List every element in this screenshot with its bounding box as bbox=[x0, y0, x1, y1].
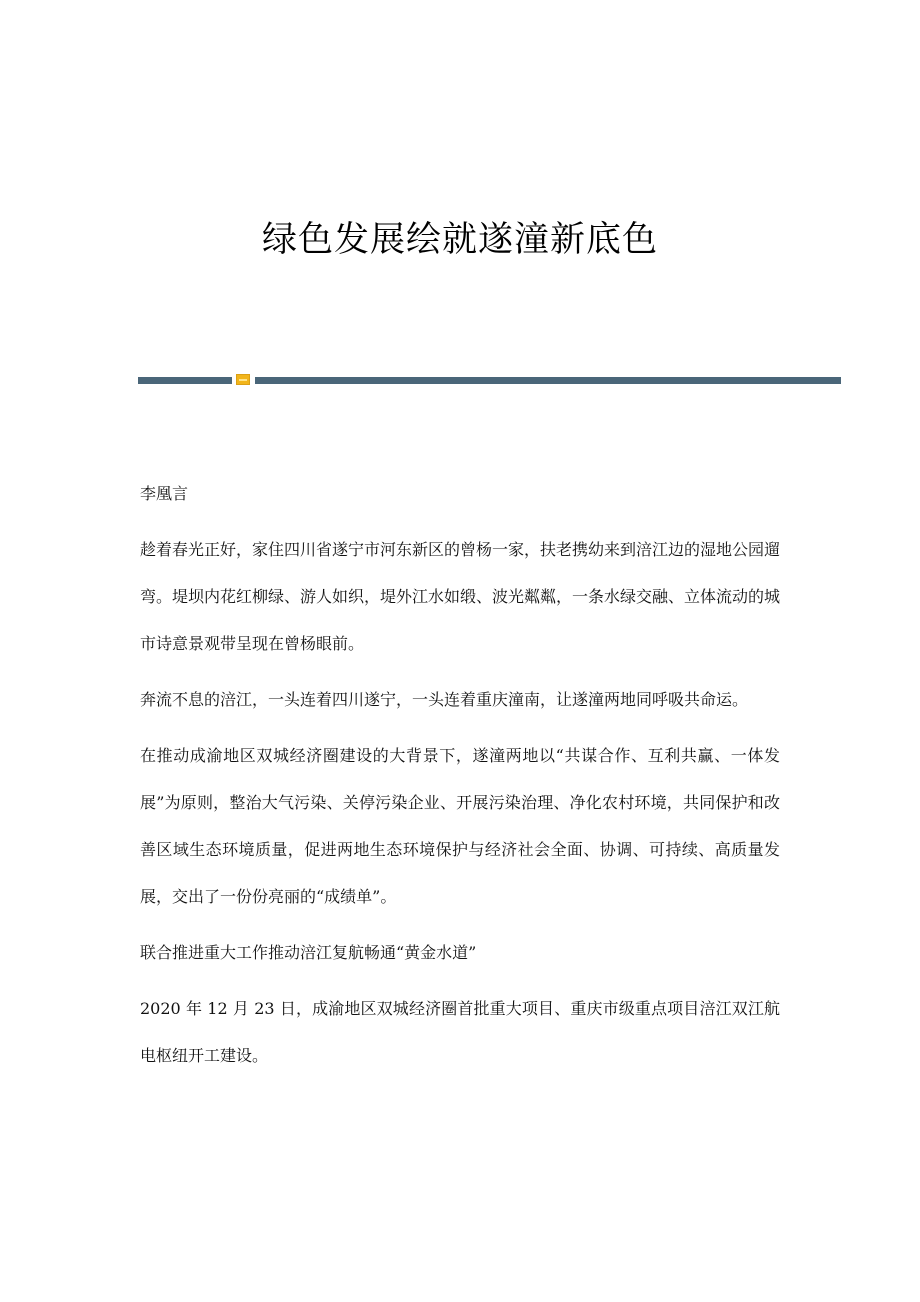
divider-marker-icon bbox=[236, 374, 250, 385]
divider-left-bar bbox=[138, 377, 232, 384]
paragraph-4: 2020 年 12 月 23 日，成渝地区双城经济圈首批重大项目、重庆市级重点项目涪江双江航电枢纽开工建设。 bbox=[140, 999, 780, 1065]
paragraph-3: 在推动成渝地区双城经济圈建设的大背景下，遂潼两地以“共谋合作、互利共赢、一体发展”为原则，整治大气污染、关停污染企业、开展污染治理、净化农村环境，共同保护和改善区域生态环境质量，促进两地生态环境保护与经济社会全面、协调、可持续、高质量发展，交出了一份份亮丽的“成绩单”。 bbox=[140, 746, 780, 906]
paragraph-2: 奔流不息的涪江，一头连着四川遂宁，一头连着重庆潼南，让遂潼两地同呼吸共命运。 bbox=[140, 690, 749, 709]
section-heading: 联合推进重大工作推动涪江复航畅通“黄金水道” bbox=[140, 943, 477, 962]
document-title: 绿色发展绘就遂潼新底色 bbox=[261, 220, 658, 260]
divider-right-bar bbox=[255, 377, 841, 384]
paragraph-1: 趁着春光正好，家住四川省遂宁市河东新区的曾杨一家，扶老携幼来到涪江边的湿地公园遛弯。堤坝内花红柳绿、游人如织，堤外江水如缎、波光粼粼，一条水绿交融、立体流动的城市诗意景观带呈现在曾杨眼前。 bbox=[140, 540, 781, 653]
author-name: 李凰言 bbox=[140, 484, 189, 503]
article-body bbox=[140, 470, 780, 1088]
title-divider bbox=[138, 374, 841, 386]
